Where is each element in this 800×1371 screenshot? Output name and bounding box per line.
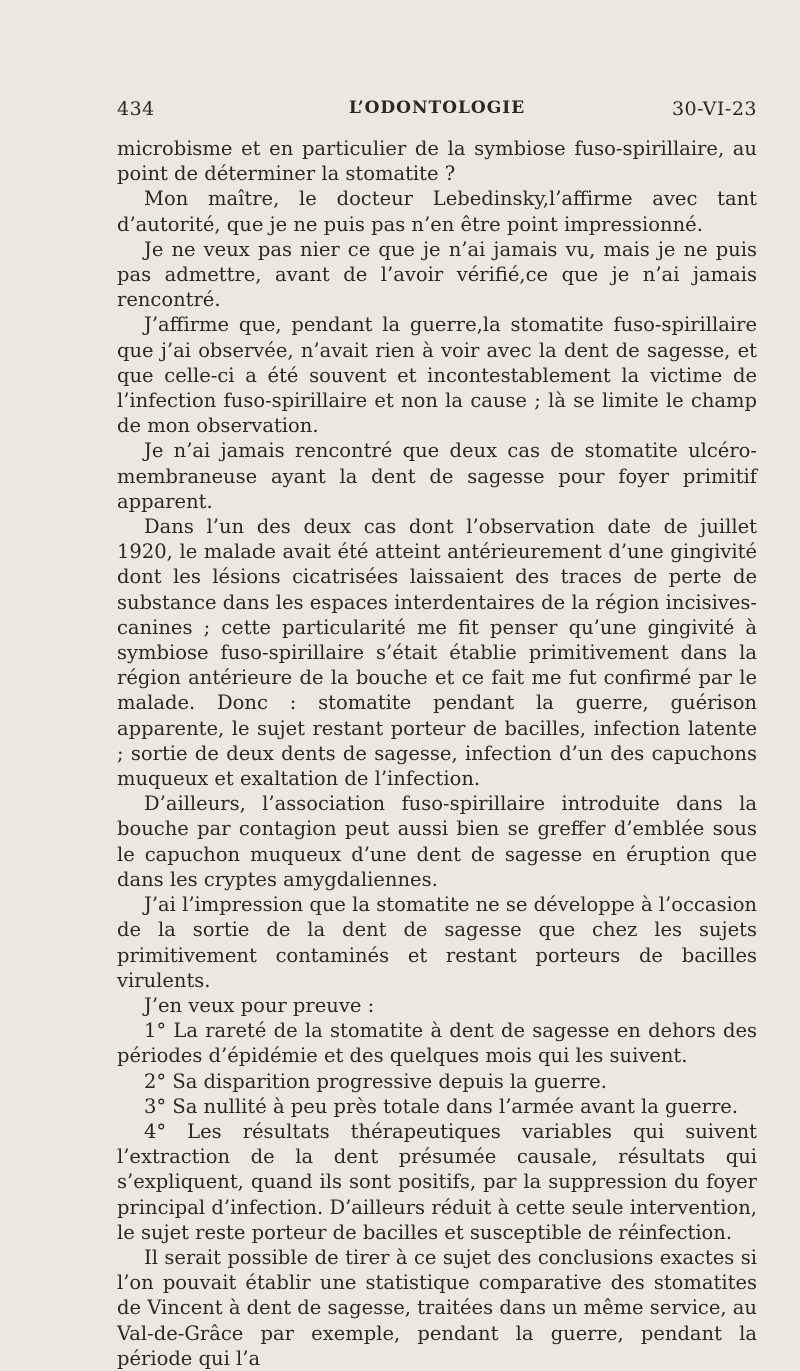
issue-date: 30-VI-23	[671, 98, 757, 120]
paragraph: Je n’ai jamais rencontré que deux cas de stomatite ulcéro-membraneuse ayant la dent de sagesse pour foyer primitif apparent.	[117, 439, 757, 513]
list-item: 1° La rareté de la stomatite à dent de sagesse en dehors des périodes d’épidémie et des quelques mois qui les suivent.	[117, 1019, 757, 1068]
paragraph: Dans l’un des deux cas dont l’observation date de juillet 1920, le malade avait été atteint antérieurement d’une gingivité dont les lésions cicatrisées laissaient des traces de perte de substance dans les espaces interdentaires de la région incisives-canines ; cette particularité me fit penser qu’une gingivité à symbiose fuso-spirillaire s’était établie primitivement dans la région antérieure de la bouche et ce fait me fut confirmé par le malade. Donc : stomatite pendant la guerre, guérison apparente, le sujet restant porteur de bacilles, infection latente ; sortie de deux dents de sagesse, infection d’un des capuchons muqueux et exaltation de l’infection.	[117, 515, 757, 791]
article-body	[117, 136, 757, 1371]
journal-title: L’ODONTOLOGIE	[348, 98, 526, 118]
paragraph: Mon maître, le docteur Lebedinsky,l’affirme avec tant d’autorité, que je ne puis pas n’en être point impressionné.	[117, 187, 757, 236]
paragraph: Je ne veux pas nier ce que je n’ai jamais vu, mais je ne puis pas admettre, avant de l’avoir vérifié,ce que je n’ai jamais rencontré.	[117, 237, 757, 312]
list-item: 4° Les résultats thérapeutiques variables qui suivent l’extraction de la dent présumée causale, résultats qui s’expliquent, quand ils sont positifs, par la suppression du foyer principal d’infection. D’ailleurs réduit à cette seule intervention, le sujet reste porteur de bacilles et susceptible de réinfection.	[117, 1119, 757, 1244]
paragraph: Il serait possible de tirer à ce sujet des conclusions exactes si l’on pouvait établir une statistique comparative des stomatites de Vincent à dent de sagesse, traitées dans un même service, au Val-de-Grâce par exemple, pendant la guerre, pendant la période qui l’a	[117, 1245, 757, 1370]
paragraph: microbisme et en particulier de la symbiose fuso-spirillaire, au point de déterminer la stomatite ?	[117, 137, 757, 186]
list-item: 3° Sa nullité à peu près totale dans l’armée avant la guerre.	[144, 1094, 739, 1118]
paragraph: D’ailleurs, l’association fuso-spirillaire introduite dans la bouche par contagion peut aussi bien se greffer d’emblée sous le capuchon muqueux d’une dent de sagesse en éruption que dans les cryptes amygdaliennes.	[117, 792, 757, 891]
paragraph: J’affirme que, pendant la guerre,la stomatite fuso-spirillaire que j’ai observée, n’avait rien à voir avec la dent de sagesse, et que celle-ci a été souvent et incontestablement la victime de l’infection fuso-spirillaire et non la cause ; là se limite le champ de mon observation.	[117, 313, 757, 438]
running-header	[117, 98, 757, 128]
page-number: 434	[117, 98, 155, 120]
list-item: 2° Sa disparition progressive depuis la guerre.	[144, 1069, 607, 1093]
paragraph: J’ai l’impression que la stomatite ne se développe à l’occasion de la sortie de la dent de sagesse que chez les sujets primitivement contaminés et restant porteurs de bacilles virulents.	[117, 893, 757, 992]
paragraph: J’en veux pour preuve :	[144, 993, 375, 1017]
